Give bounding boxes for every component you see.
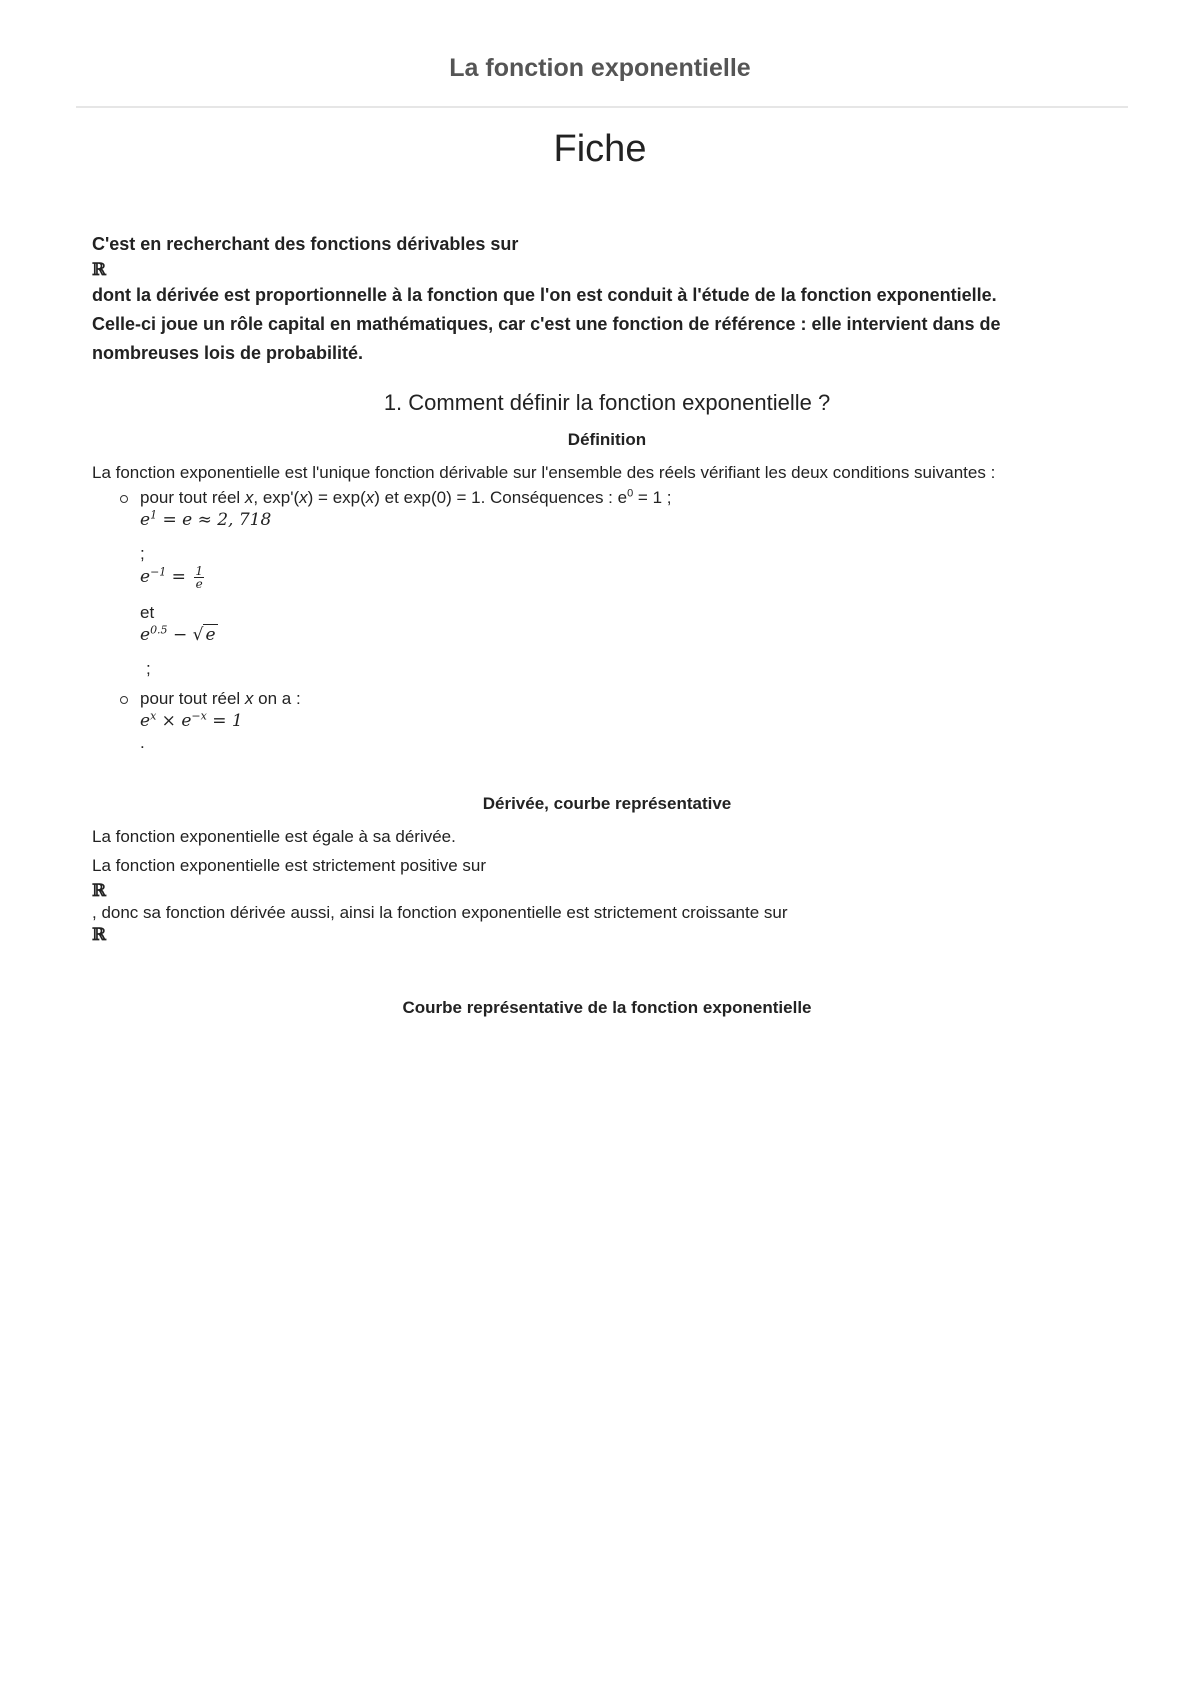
figure-caption: Courbe représentative de la fonction exponentielle bbox=[402, 998, 812, 1017]
semicolon: ; bbox=[140, 544, 145, 563]
real-numbers-symbol: ℝ bbox=[92, 925, 107, 945]
list-item: pour tout réel x on a : $e^x \times e^{-x} = 1$ . bbox=[140, 688, 1122, 754]
document-title: La fonction exponentielle bbox=[449, 54, 751, 82]
definition-conditions-list bbox=[92, 487, 1122, 754]
semicolon: ; bbox=[146, 659, 151, 678]
real-numbers-symbol: ℝ bbox=[92, 881, 107, 901]
derivative-line-3: , donc sa fonction dérivée aussi, ainsi la fonction exponentielle est strictement croissante sur bbox=[92, 903, 788, 922]
definition-heading: Définition bbox=[567, 430, 647, 449]
derivative-heading: Dérivée, courbe représentative bbox=[482, 794, 732, 813]
derivative-line-2: La fonction exponentielle est strictement positive sur bbox=[92, 856, 487, 875]
title-divider bbox=[76, 106, 1128, 108]
intro-line-2: dont la dérivée est proportionnelle à la fonction que l'on est conduit à l'étude de la fonction exponentielle. bbox=[92, 285, 997, 305]
list-item: pour tout réel x, exp'(x) = exp(x) et exp(0) = 1. Conséquences : $e^0 = 1$ ; $e^1 = e \approx 2$, 718 ; $e^{-1}$ = $\frac{1}{e}$ et $e^{0.5}$ − √ e ; bbox=[140, 487, 1122, 680]
conjunction-et: et bbox=[140, 603, 155, 622]
real-numbers-symbol: ℝ bbox=[92, 260, 107, 280]
section-1-heading: 1. Comment définir la fonction exponentielle ? bbox=[383, 390, 831, 415]
intro-line-1: C'est en recherchant des fonctions dérivables sur bbox=[92, 234, 519, 254]
intro-line-4: nombreuses lois de probabilité. bbox=[92, 343, 364, 363]
derivative-line-1: La fonction exponentielle est égale à sa dérivée. bbox=[92, 827, 456, 846]
document-content bbox=[92, 230, 1122, 1026]
definition-text: La fonction exponentielle est l'unique fonction dérivable sur l'ensemble des réels vérifiant les deux conditions suivantes : bbox=[92, 463, 996, 482]
formula-e-minus-1: $e^{-1}$ = $\frac{1}{e}$ bbox=[140, 564, 203, 591]
bullet-icon bbox=[120, 696, 128, 704]
formula-e-half: $e^{0.5}$ − √ e bbox=[140, 623, 216, 645]
bullet-icon bbox=[120, 495, 128, 503]
fraction: $\frac{1}{e}$ bbox=[195, 564, 203, 591]
period: . bbox=[140, 733, 145, 752]
intro-line-3: Celle-ci joue un rôle capital en mathématiques, car c'est une fonction de référence : elle intervient dans de bbox=[92, 314, 1001, 334]
section-title: Fiche bbox=[553, 128, 647, 170]
formula-ex-times-e-minus-x: $e^x \times e^{-x} = 1$ bbox=[140, 709, 243, 731]
formula-e-1: $e^1 = e \approx 2$, 718 bbox=[140, 508, 272, 530]
intro-paragraph bbox=[92, 230, 1122, 368]
